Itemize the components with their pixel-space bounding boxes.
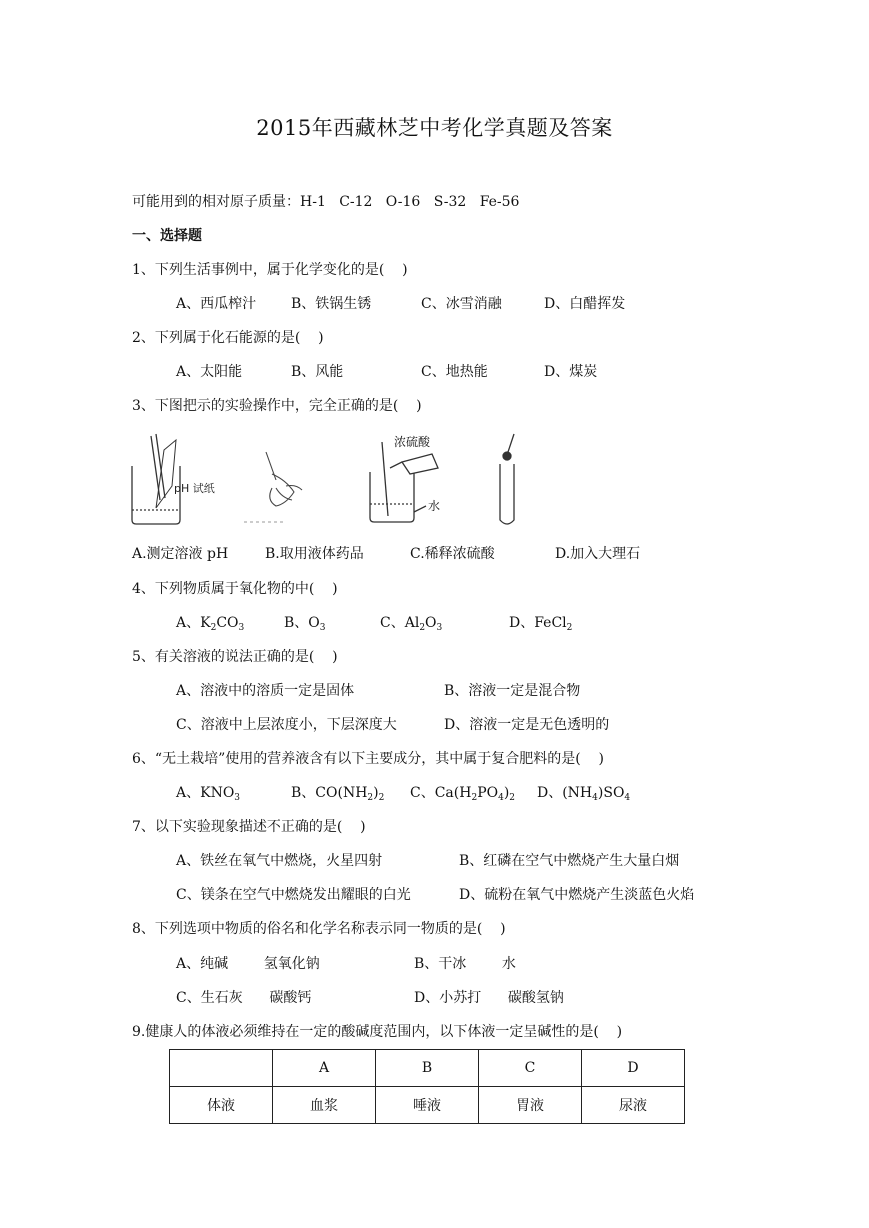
body-fluid-table: [169, 1049, 685, 1124]
q1-option-b: B、铁锅生锈: [291, 296, 372, 312]
q8-option-a: A、纯碱 氢氧化钠: [176, 956, 320, 972]
q4-option-a: A、$K_2CO_3$: [176, 615, 245, 633]
q8-option-b: B、干冰 水: [414, 956, 516, 972]
question-5: 5、有关溶液的说法正确的是( ): [132, 649, 338, 665]
table-cell: [170, 1050, 273, 1087]
table-cell: 唾液: [376, 1087, 479, 1124]
table-header-row: [170, 1050, 685, 1087]
page-title: 2015年西藏林芝中考化学真题及答案: [256, 116, 613, 140]
q5-option-b: B、溶液一定是混合物: [444, 683, 581, 699]
q7-option-d: D、硫粉在氧气中燃烧产生淡蓝色火焰: [459, 887, 695, 903]
q2-option-c: C、地热能: [421, 364, 488, 380]
q1-option-a: A、西瓜榨汁: [176, 296, 257, 312]
acid-label: 浓硫酸: [394, 435, 431, 449]
q8-option-c: C、生石灰 碳酸钙: [176, 990, 312, 1006]
question-8: 8、下列选项中物质的俗名和化学名称表示同一物质的是( ): [132, 921, 506, 937]
question-7: 7、以下实验现象描述不正确的是( ): [132, 819, 366, 835]
q3-option-a: A.测定溶液 pH: [132, 546, 229, 562]
q3-option-d: D.加入大理石: [555, 546, 641, 562]
q6-option-b: B、$CO(NH_2)_2$: [291, 785, 385, 803]
q3-option-c: C.稀释浓硫酸: [410, 546, 495, 562]
q1-option-c: C、冰雪消融: [421, 296, 502, 312]
q6-option-d: D、$(NH_4)SO_4$: [537, 785, 631, 803]
question-6: 6、“无土栽培”使用的营养液含有以下主要成分，其中属于复合肥料的是( ): [132, 751, 604, 767]
q6-option-a: A、$KNO_3$: [176, 785, 241, 803]
q5-option-a: A、溶液中的溶质一定是固体: [176, 683, 355, 699]
table-row: [170, 1087, 685, 1124]
q7-option-c: C、镁条在空气中燃烧发出耀眼的白光: [176, 887, 411, 903]
q1-option-d: D、白醋挥发: [544, 296, 626, 312]
q6-option-c: C、$Ca(H_2PO_4)_2$: [410, 785, 516, 803]
question-1: 1、下列生活事例中，属于化学变化的是( ): [132, 262, 408, 278]
take-liquid-figure: [244, 452, 302, 522]
table-cell: 胃液: [479, 1087, 582, 1124]
atomic-masses: 可能用到的相对原子质量：H-1 C-12 O-16 S-32 Fe-56: [132, 194, 520, 210]
table-cell: C: [479, 1050, 582, 1087]
ph-test-figure: [132, 434, 180, 524]
q3-option-b: B.取用液体药品: [265, 546, 364, 562]
table-cell: B: [376, 1050, 479, 1087]
table-cell: 血浆: [273, 1087, 376, 1124]
q5-option-d: D、溶液一定是无色透明的: [444, 717, 610, 733]
question-2: 2、下列属于化石能源的是( ): [132, 330, 324, 346]
q4-option-c: C、$Al_2O_3$: [380, 615, 443, 633]
q4-option-b: B、$O_3$: [284, 615, 326, 633]
question-4: 4、下列物质属于氧化物的中( ): [132, 581, 338, 597]
q2-option-b: B、风能: [291, 364, 344, 380]
question-3: 3、下图把示的实验操作中，完全正确的是( ): [132, 398, 422, 414]
q5-option-c: C、溶液中上层浓度小，下层深度大: [176, 717, 397, 733]
table-cell: 体液: [170, 1087, 273, 1124]
q2-option-d: D、煤炭: [544, 364, 598, 380]
q8-option-d: D、小苏打 碳酸氢钠: [414, 990, 564, 1006]
ph-paper-label: pH 试纸: [174, 482, 215, 495]
table-cell: 尿液: [582, 1087, 685, 1124]
q4-option-d: D、FeCl$_2$: [509, 615, 573, 633]
question-9: 9.健康人的体液必须维持在一定的酸碱度范围内，以下体液一定呈碱性的是( ): [132, 1024, 623, 1040]
experiment-figures: [126, 428, 546, 538]
table-cell: A: [273, 1050, 376, 1087]
table-cell: D: [582, 1050, 685, 1087]
q7-option-b: B、红磷在空气中燃烧产生大量白烟: [459, 853, 680, 869]
section-heading: 一、选择题: [132, 228, 202, 244]
add-marble-figure: [500, 434, 514, 524]
water-label: 水: [428, 499, 441, 513]
q2-option-a: A、太阳能: [176, 364, 243, 380]
q7-option-a: A、铁丝在氧气中燃烧，火星四射: [176, 853, 383, 869]
